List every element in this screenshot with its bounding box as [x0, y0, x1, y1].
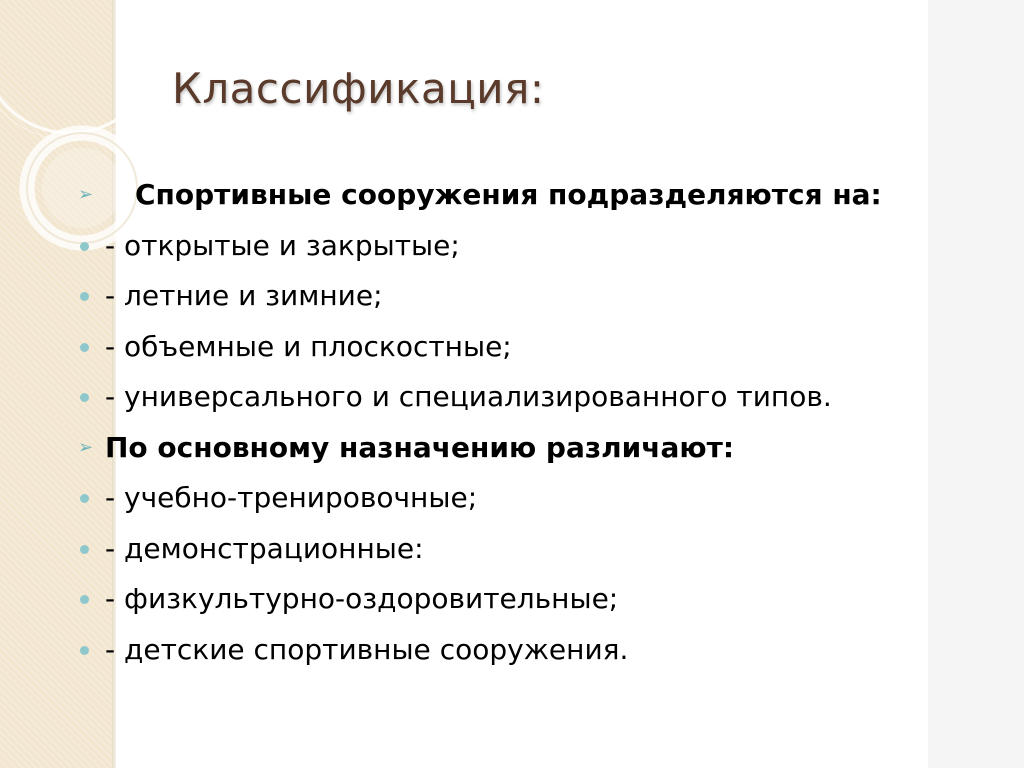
list-item	[78, 473, 938, 524]
circle-bullet-icon	[78, 271, 98, 322]
section-heading	[78, 423, 938, 474]
list-item-text: - физкультурно-оздоровительные;	[105, 582, 619, 615]
list-item	[78, 524, 938, 575]
list-item-text: - летние и зимние;	[105, 279, 383, 312]
list-item-text: - демонстрационные:	[105, 531, 424, 565]
circle-bullet-icon	[78, 625, 98, 676]
list-item	[78, 574, 938, 625]
list-item	[78, 322, 938, 373]
bullet-dot	[80, 646, 89, 655]
content-list	[78, 170, 938, 675]
section-heading	[78, 170, 938, 221]
list-item	[78, 271, 938, 322]
bullet-dot	[80, 545, 89, 554]
bullet-dot	[80, 494, 89, 503]
bullet-dot	[80, 343, 89, 352]
bullet-dot	[80, 242, 89, 251]
bullet-dot	[80, 292, 89, 301]
bullet-dot	[80, 393, 89, 402]
circle-bullet-icon	[78, 473, 98, 524]
list-item-text: - универсального и специализированного типов.	[105, 380, 832, 413]
bullet-dot	[80, 595, 89, 604]
section-heading-text: Спортивные сооружения подразделяются на:	[135, 178, 882, 211]
circle-bullet-icon	[78, 322, 98, 373]
section-heading-text: По основному назначению различают:	[105, 430, 735, 464]
list-item-text: - детские спортивные сооружения.	[105, 632, 629, 666]
circle-bullet-icon	[78, 524, 98, 575]
arrow-glyph: ➢	[78, 184, 94, 205]
right-shade-panel	[928, 0, 1024, 768]
circle-bullet-icon	[78, 372, 98, 423]
list-item	[78, 372, 938, 423]
list-item-text: - открытые и закрытые;	[105, 228, 460, 262]
list-item-text: - объемные и плоскостные;	[105, 329, 512, 363]
list-item	[78, 625, 938, 676]
circle-bullet-icon	[78, 221, 98, 272]
arrow-glyph: ➢	[78, 436, 94, 458]
arrow-bullet-icon	[78, 423, 98, 474]
slide-title: Классификация:	[172, 64, 545, 113]
circle-bullet-icon	[78, 574, 98, 625]
arrow-bullet-icon	[78, 170, 98, 221]
list-item-text: - учебно-тренировочные;	[105, 481, 478, 514]
list-item	[78, 221, 938, 272]
